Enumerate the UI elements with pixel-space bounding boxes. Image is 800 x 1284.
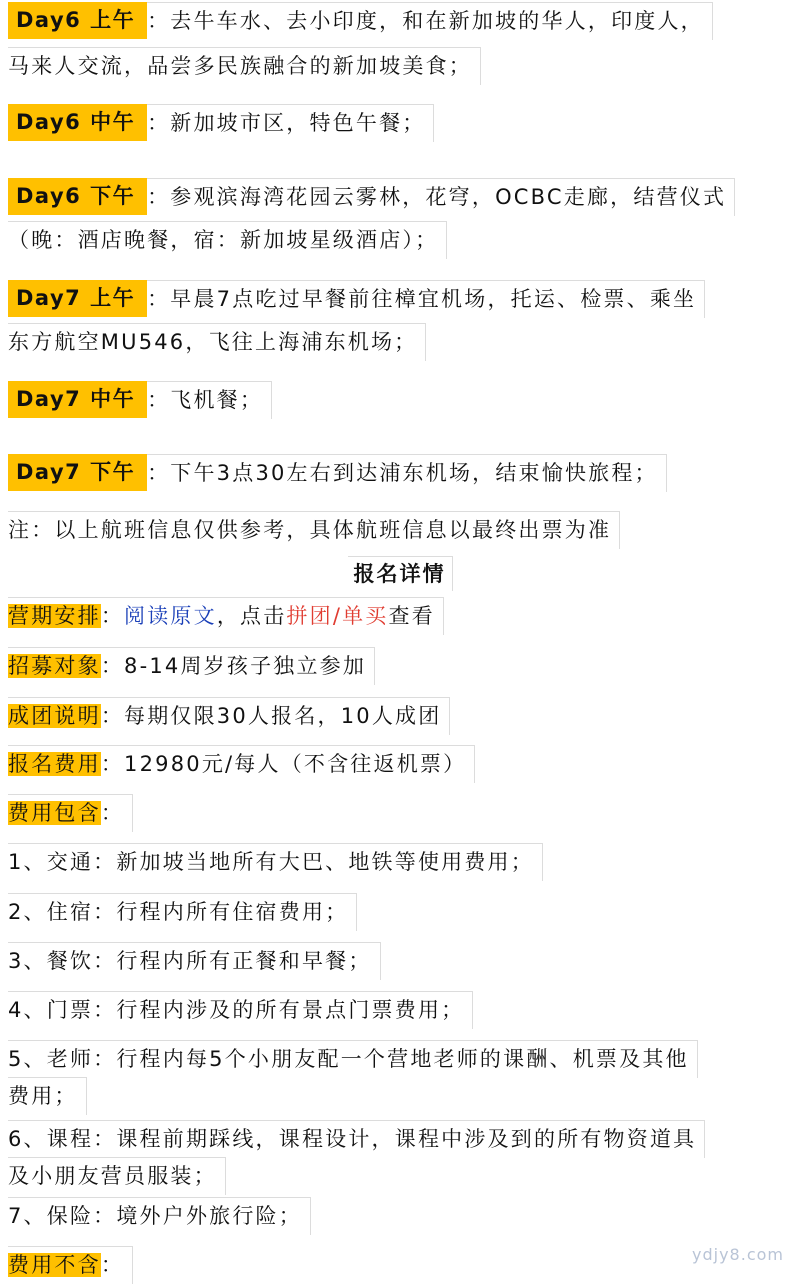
itinerary-text: ：飞机餐；	[147, 381, 272, 419]
info-label: 招募对象	[8, 654, 101, 678]
include-item-2	[8, 893, 792, 930]
itinerary-day6-morning	[8, 2, 792, 84]
info-text: ：每期仅限30人报名，10人成团	[100, 704, 442, 728]
include-text: 7、保险：境外户外旅行险；	[8, 1197, 311, 1235]
schedule-row	[8, 597, 792, 634]
info-text: ：8-14周岁孩子独立参加	[100, 654, 367, 678]
include-text: 5、老师：行程内每5个小朋友配一个营地老师的课酬、机票及其他	[8, 1040, 698, 1078]
section-title: 报名详情	[348, 556, 453, 591]
info-group	[8, 697, 792, 734]
info-excludes	[8, 1246, 792, 1283]
day-tag: Day7 下午	[8, 454, 147, 491]
itinerary-text: （晚：酒店晚餐，宿：新加坡星级酒店）；	[8, 221, 447, 259]
info-fee	[8, 745, 792, 782]
itinerary-text: ：参观滨海湾花园云雾林，花穹，OCBC走廊，结营仪式	[147, 178, 735, 216]
include-item-4	[8, 991, 792, 1028]
itinerary-day6-afternoon	[8, 178, 792, 258]
itinerary-day6-noon	[8, 104, 792, 141]
include-text: 4、门票：行程内涉及的所有景点门票费用；	[8, 991, 473, 1029]
day-tag: Day7 上午	[8, 280, 147, 317]
itinerary-text: ：早晨7点吃过早餐前往樟宜机场，托运、检票、乘坐	[147, 280, 705, 318]
read-original-link[interactable]: 阅读原文	[124, 604, 217, 628]
itinerary-text: 东方航空MU546，飞往上海浦东机场；	[8, 323, 426, 361]
include-item-7	[8, 1197, 792, 1234]
info-label: 报名费用	[8, 752, 101, 776]
schedule-sep: ：	[100, 604, 125, 628]
flight-note	[8, 511, 792, 548]
day-tag: Day6 中午	[8, 104, 147, 141]
info-includes	[8, 794, 792, 831]
include-text: 1、交通：新加坡当地所有大巴、地铁等使用费用；	[8, 843, 543, 881]
itinerary-day7-noon	[8, 381, 792, 418]
info-label: 费用包含	[8, 801, 101, 825]
include-text: 2、住宿：行程内所有住宿费用；	[8, 893, 357, 931]
day-tag: Day6 上午	[8, 2, 147, 39]
info-label: 成团说明	[8, 704, 101, 728]
info-text: ：	[100, 1253, 125, 1277]
itinerary-day7-afternoon	[8, 454, 792, 491]
include-item-1	[8, 843, 792, 880]
include-item-5	[8, 1040, 792, 1114]
include-text: 6、课程：课程前期踩线，课程设计，课程中涉及到的所有物资道具	[8, 1120, 705, 1158]
itinerary-text: 马来人交流，品尝多民族融合的新加坡美食；	[8, 47, 481, 85]
schedule-mid: ，点击	[216, 604, 287, 628]
include-text: 及小朋友营员服装；	[8, 1157, 226, 1195]
watermark: ydjy8.com	[692, 1245, 784, 1264]
itinerary-text: ：去牛车水、去小印度，和在新加坡的华人，印度人，	[147, 2, 713, 40]
itinerary-text: ：下午3点30左右到达浦东机场，结束愉快旅程；	[147, 454, 667, 492]
day-tag: Day6 下午	[8, 178, 147, 215]
schedule-tail: 查看	[388, 604, 435, 628]
include-text: 3、餐饮：行程内所有正餐和早餐；	[8, 942, 381, 980]
section-title-wrap	[0, 556, 800, 591]
day-tag: Day7 中午	[8, 381, 147, 418]
include-text: 费用；	[8, 1077, 87, 1115]
info-text: ：	[100, 801, 125, 825]
group-buy-link[interactable]: 拼团/单买	[286, 604, 389, 628]
itinerary-day7-morning	[8, 280, 792, 360]
note-text: 注：以上航班信息仅供参考，具体航班信息以最终出票为准	[8, 511, 620, 549]
include-item-3	[8, 942, 792, 979]
include-item-6	[8, 1120, 792, 1194]
info-recruit	[8, 647, 792, 684]
info-label: 费用不含	[8, 1253, 101, 1277]
itinerary-text: ：新加坡市区，特色午餐；	[147, 104, 434, 142]
info-text: ：12980元/每人（不含往返机票）	[100, 752, 467, 776]
schedule-label: 营期安排	[8, 604, 101, 628]
